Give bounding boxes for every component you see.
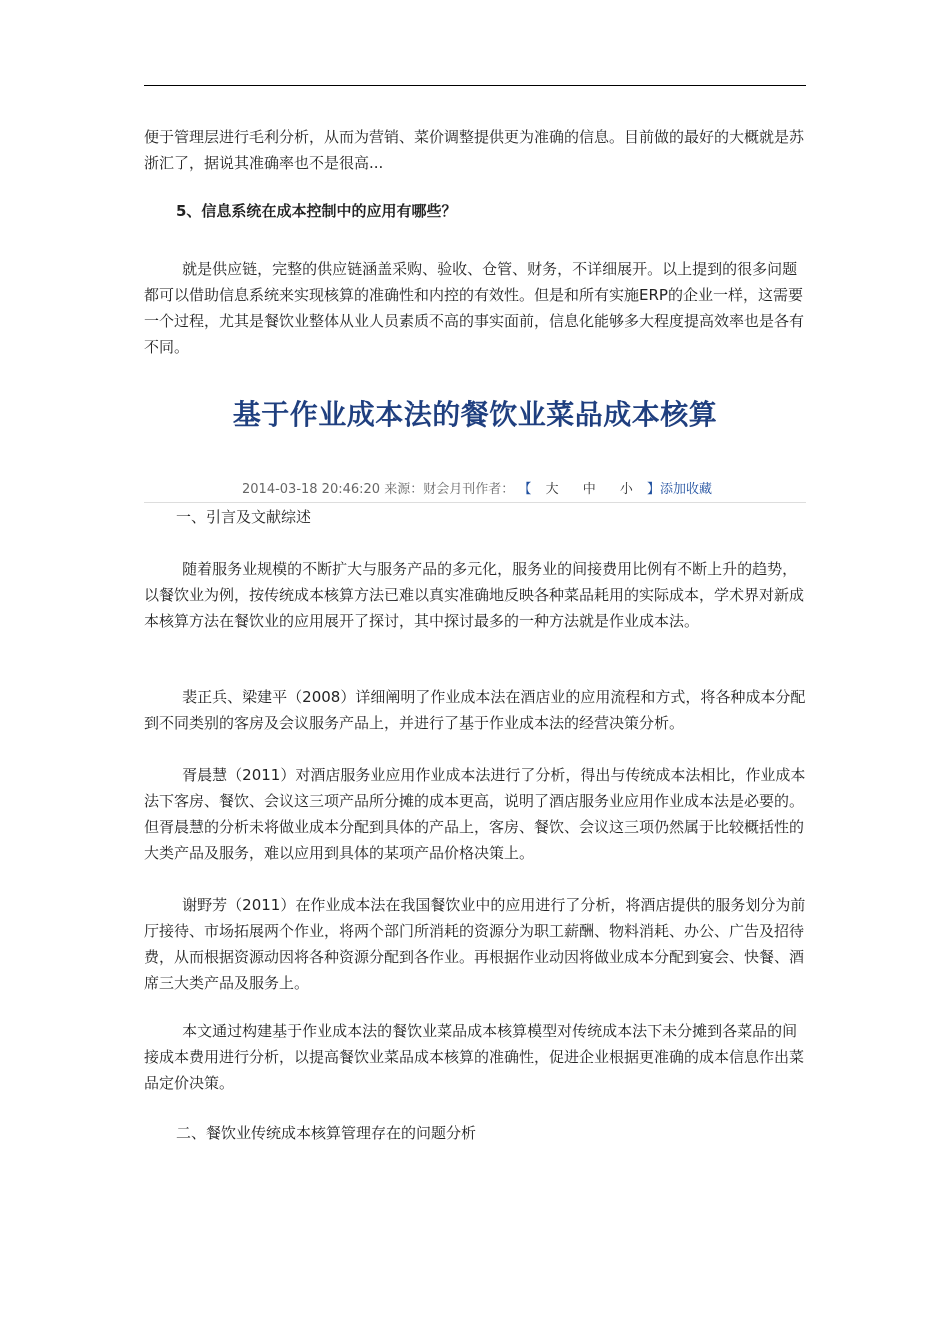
font-size-large-link[interactable]: 大 — [545, 482, 559, 497]
question-5-answer: 就是供应链，完整的供应链涵盖采购、验收、仓管、财务，不详细展开。以上提到的很多问题都可以借助信息系统来实现核算的准确性和内控的有效性。但是和所有实施ERP的企业一样，这需要一个过程，尤其是餐饮业整体从业人员素质不高的事实面前，信息化能够多大程度提高效率也是各有不同。 — [144, 260, 805, 356]
intro-paragraph: 便于管理层进行毛利分析，从而为营销、菜价调整提供更为准确的信息。目前做的最好的大概就是苏浙汇了，据说其准确率也不是很高... — [144, 128, 805, 172]
top-divider — [144, 85, 806, 86]
author-label: 作者： — [475, 482, 515, 497]
section-1-heading: 一、引言及文献综述 — [176, 508, 312, 526]
article-datetime: 2014-03-18 20:46:20 — [242, 482, 381, 497]
article-meta — [242, 478, 712, 497]
font-size-medium-link[interactable]: 中 — [582, 482, 596, 497]
article-paragraph: 随着服务业规模的不断扩大与服务产品的多元化，服务业的间接费用比例有不断上升的趋势，以餐饮业为例，按传统成本核算方法已难以真实准确地反映各种菜品耗用的实际成本，学术界对新成本核算方法在餐饮业的应用展开了探讨，其中探讨最多的一种方法就是作业成本法。 — [144, 560, 805, 630]
question-5-heading: 5、信息系统在成本控制中的应用有哪些？ — [176, 202, 457, 220]
article-paragraph: 谢野芳（2011）在作业成本法在我国餐饮业中的应用进行了分析，将酒店提供的服务划分为前厅接待、市场拓展两个作业，将两个部门所消耗的资源分为职工薪酬、物料消耗、办公、广告及招待费，从而根据资源动因将各种资源分配到各作业。再根据作业动因将做业成本分配到宴会、快餐、酒席三大类产品及服务上。 — [144, 896, 806, 992]
section-2-heading: 二、餐饮业传统成本核算管理存在的问题分析 — [176, 1124, 477, 1142]
article-source: 财会月刊 — [423, 482, 476, 497]
source-label: 来源： — [384, 482, 424, 497]
meta-divider — [144, 502, 806, 503]
font-size-bracket-close: 】 — [647, 482, 661, 497]
font-size-bracket-open: 【 — [518, 482, 532, 497]
article-paragraph: 本文通过构建基于作业成本法的餐饮业菜品成本核算模型对传统成本法下未分摊到各菜品的间接成本费用进行分析，以提高餐饮业菜品成本核算的准确性，促进企业根据更准确的成本信息作出菜品定价决策。 — [144, 1022, 805, 1092]
add-favorite-link[interactable]: 添加收藏 — [660, 482, 713, 497]
article-paragraph: 裴正兵、梁建平（2008）详细阐明了作业成本法在酒店业的应用流程和方式，将各种成本分配到不同类别的客房及会议服务产品上，并进行了基于作业成本法的经营决策分析。 — [144, 688, 806, 732]
article-paragraph: 胥晨慧（2011）对酒店服务业应用作业成本法进行了分析，得出与传统成本法相比，作业成本法下客房、餐饮、会议这三项产品所分摊的成本更高，说明了酒店服务业应用作业成本法是必要的。但胥晨慧的分析未将做业成本分配到具体的产品上，客房、餐饮、会议这三项仍然属于比较概括性的大类产品及服务，难以应用到具体的某项产品价格决策上。 — [144, 766, 806, 862]
font-size-small-link[interactable]: 小 — [619, 482, 633, 497]
article-title: 基于作业成本法的餐饮业菜品成本核算 — [232, 398, 718, 431]
